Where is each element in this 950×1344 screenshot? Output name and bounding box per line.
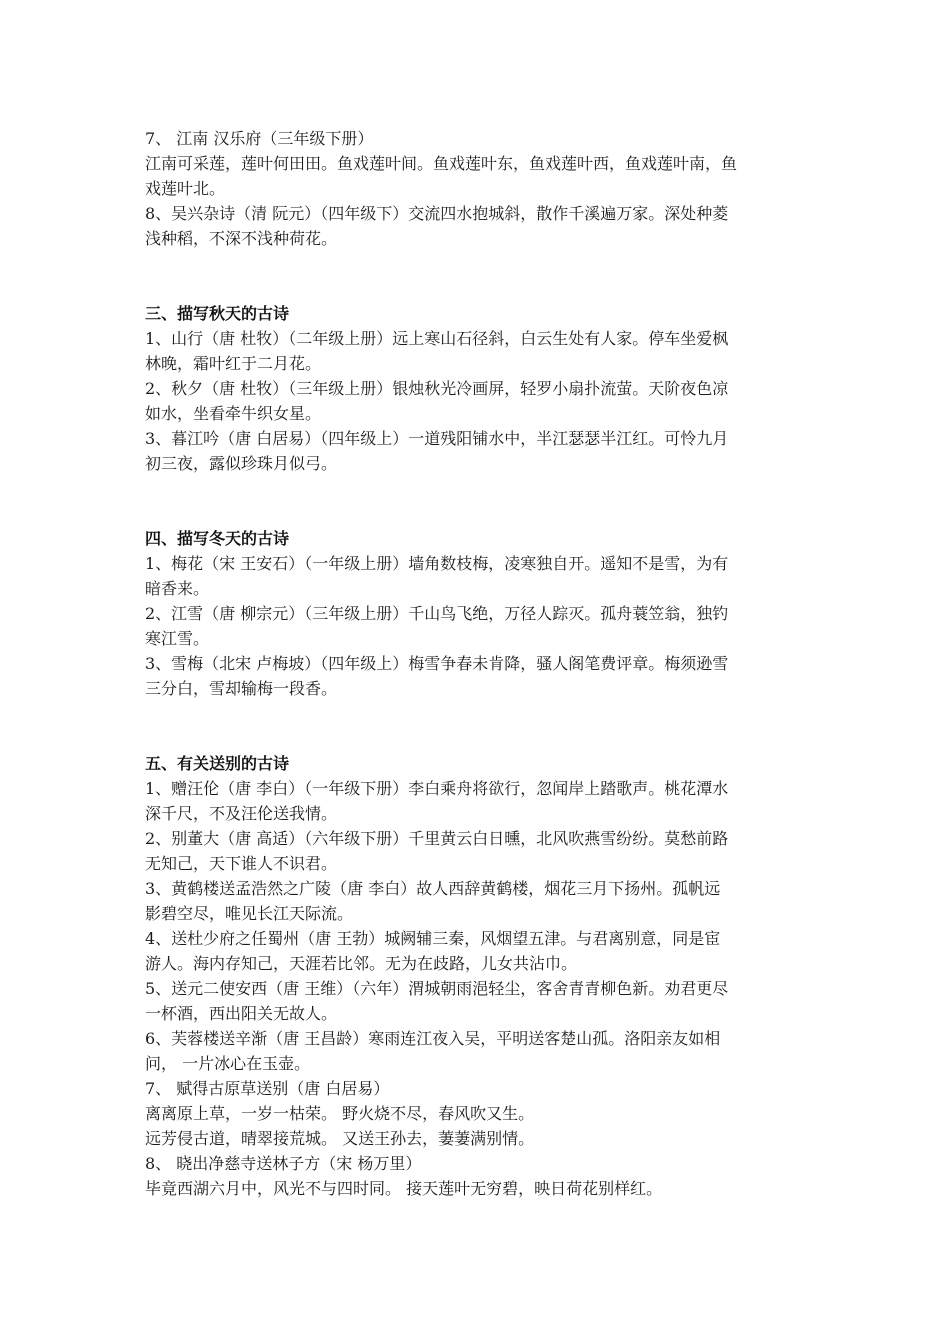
poem-text-line: 寒江雪。 [145, 629, 210, 648]
poem-text-line: 林晚，霜叶红于二月花。 [145, 354, 322, 373]
poem-text-line: 远芳侵古道，晴翠接荒城。 又送王孙去，萋萋满别情。 [145, 1129, 535, 1148]
poem-text-line: 2、江雪（唐 柳宗元）（三年级上册）千山鸟飞绝，万径人踪灭。孤舟蓑笠翁，独钓 [145, 604, 729, 623]
poem-text-line: 游人。海内存知己，天涯若比邻。无为在歧路，儿女共沾巾。 [145, 954, 578, 973]
poem-text-line: 1、赠汪伦（唐 李白）（一年级下册）李白乘舟将欲行，忽闻岸上踏歌声。桃花潭水 [145, 779, 729, 798]
section-spacer [145, 476, 815, 526]
poem-text-line: 问， 一片冰心在玉壶。 [145, 1054, 311, 1073]
poem-text-line: 1、梅花（宋 王安石）（一年级上册）墙角数枝梅，凌寒独自开。遥知不是雪，为有 [145, 554, 729, 573]
poem-text-line: 江南可采莲，莲叶何田田。鱼戏莲叶间。鱼戏莲叶东，鱼戏莲叶西，鱼戏莲叶南，鱼 [145, 154, 738, 173]
poem-text-line: 离离原上草，一岁一枯荣。 野火烧不尽，春风吹又生。 [145, 1104, 535, 1123]
poem-text-line: 影碧空尽，唯见长江天际流。 [145, 904, 354, 923]
poem-title-line: 7、 江南 汉乐府（三年级下册） [145, 129, 374, 148]
poem-text-line: 6、芙蓉楼送辛渐（唐 王昌龄）寒雨连江夜入吴，平明送客楚山孤。洛阳亲友如相 [145, 1029, 721, 1048]
poem-text-line: 暗香来。 [145, 579, 210, 598]
poem-text-line: 浅种稻，不深不浅种荷花。 [145, 229, 338, 248]
section-heading-autumn: 三、描写秋天的古诗 [145, 304, 290, 323]
poem-text-line: 2、别董大（唐 高适）（六年级下册）千里黄云白日曛，北风吹燕雪纷纷。莫愁前路 [145, 829, 729, 848]
poem-text-line: 三分白，雪却输梅一段香。 [145, 679, 338, 698]
poem-text-line: 1、山行（唐 杜牧）（二年级上册）远上寒山石径斜，白云生处有人家。停车坐爱枫 [145, 329, 729, 348]
poem-text-line: 一杯酒，西出阳关无故人。 [145, 1004, 338, 1023]
poem-title-line: 8、 晓出净慈寺送林子方（宋 杨万里） [145, 1154, 422, 1173]
poem-text-line: 深千尺，不及汪伦送我情。 [145, 804, 338, 823]
section-heading-farewell: 五、有关送别的古诗 [145, 754, 290, 773]
poem-title-line: 7、 赋得古原草送别（唐 白居易） [145, 1079, 390, 1098]
poem-text-line: 戏莲叶北。 [145, 179, 226, 198]
poem-text-line: 初三夜，露似珍珠月似弓。 [145, 454, 338, 473]
poem-text-line: 4、送杜少府之任蜀州（唐 王勃）城阙辅三秦，风烟望五津。与君离别意，同是宦 [145, 929, 721, 948]
poem-text-line: 毕竟西湖六月中，风光不与四时同。 接天莲叶无穷碧，映日荷花别样红。 [145, 1179, 663, 1198]
section-heading-winter: 四、描写冬天的古诗 [145, 529, 290, 548]
poem-text-line: 无知己，天下谁人不识君。 [145, 854, 338, 873]
poem-text-line: 如水，坐看牵牛织女星。 [145, 404, 322, 423]
poem-text-line: 5、送元二使安西（唐 王维）（六年）渭城朝雨浥轻尘，客舍青青柳色新。劝君更尽 [145, 979, 729, 998]
poem-text-line: 3、暮江吟（唐 白居易）（四年级上）一道残阳铺水中，半江瑟瑟半江红。可怜九月 [145, 429, 729, 448]
document-body [145, 126, 815, 1201]
section-spacer [145, 251, 815, 301]
poem-text-line: 3、黄鹤楼送孟浩然之广陵（唐 李白）故人西辞黄鹤楼，烟花三月下扬州。孤帆远 [145, 879, 721, 898]
section-spacer [145, 701, 815, 751]
poem-text-line: 2、秋夕（唐 杜牧）（三年级上册）银烛秋光冷画屏，轻罗小扇扑流萤。天阶夜色凉 [145, 379, 729, 398]
poem-text-line: 8、吴兴杂诗（清 阮元）（四年级下）交流四水抱城斜，散作千溪遍万家。深处种菱 [145, 204, 729, 223]
poem-text-line: 3、雪梅（北宋 卢梅坡）（四年级上）梅雪争春未肯降，骚人阁笔费评章。梅须逊雪 [145, 654, 729, 673]
